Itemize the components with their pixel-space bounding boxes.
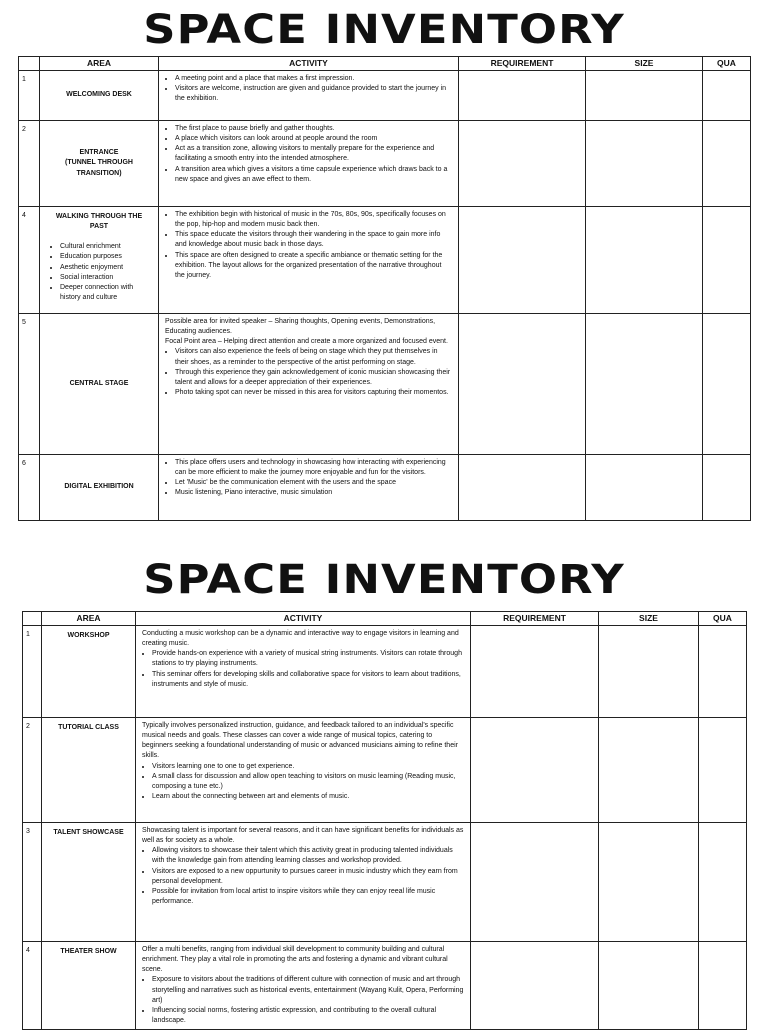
size-cell	[586, 207, 703, 314]
space-inventory-table	[18, 56, 751, 521]
activity-cell	[159, 121, 459, 207]
row-number: 4	[23, 942, 42, 1030]
activity-bullet: • The exhibition begin with historical of music in the 70s, 80s, 90s, specifically focuses on the pop, hip-hop and modern music back then.	[175, 210, 452, 230]
requirement-cell	[459, 207, 586, 314]
size-cell	[599, 942, 699, 1030]
area-name: CENTRAL STAGE	[40, 314, 159, 455]
page-title: SPACE INVENTORY	[143, 557, 625, 603]
header-quantity: QUA	[703, 57, 751, 71]
area-name: TALENT SHOWCASE	[42, 823, 136, 942]
header-requirement: REQUIREMENT	[471, 612, 599, 626]
table-row	[19, 71, 751, 121]
size-cell	[586, 455, 703, 521]
row-number: 3	[23, 823, 42, 942]
table-row	[19, 314, 751, 455]
area-list-item: • Deeper connection with history and culture	[60, 283, 152, 303]
quantity-cell	[703, 71, 751, 121]
activity-bullet: • Let 'Music' be the communication element with the users and the space	[175, 478, 452, 488]
table-row	[23, 626, 747, 718]
requirement-cell	[459, 314, 586, 455]
activity-bullet: • Visitors learning one to one to get experience.	[152, 762, 464, 772]
activity-bullet: • Visitors can also experience the feels of being on stage which they put themselves in their shoes, as a reminder to the perspective of the artist performing on stage.	[175, 347, 452, 367]
size-cell	[599, 718, 699, 823]
activity-bullet: • Exposure to visitors about the traditions of different culture with connection of music and art through storytelling and narratives such as historical events, entertainment (Wayang Kulit, Opera, Performing art)	[152, 975, 464, 1005]
area-name: TUTORIAL CLASS	[42, 718, 136, 823]
table-row	[19, 121, 751, 207]
activity-cell	[136, 626, 471, 718]
area-cell	[40, 207, 159, 314]
area-name: DIGITAL EXHIBITION	[40, 455, 159, 521]
requirement-cell	[459, 121, 586, 207]
area-name: THEATER SHOW	[42, 942, 136, 1030]
activity-cell	[136, 718, 471, 823]
requirement-cell	[459, 455, 586, 521]
activity-bullet: • Music listening, Piano interactive, music simulation	[175, 488, 452, 498]
area-name: WALKING THROUGH THE PAST	[55, 213, 143, 231]
header-size: SIZE	[586, 57, 703, 71]
activity-bullet: • A place which visitors can look around at people around the room	[175, 134, 452, 144]
quantity-cell	[703, 121, 751, 207]
page-title: SPACE INVENTORY	[143, 7, 625, 53]
requirement-cell	[471, 823, 599, 942]
activity-intro: Typically involves personalized instruction, guidance, and feedback tailored to an individual's specific musical needs and goals. These classes can cover a wide range of musical topics, catering to beginners seeking a foundational understanding of music or advanced musicians aiming to refine their skills.	[142, 722, 458, 760]
activity-bullet: • Through this experience they gain acknowledgement of iconic musician showcasing their talent and allows for a deeper appreciation of their experiences.	[175, 368, 452, 388]
activity-cell	[159, 71, 459, 121]
row-number: 5	[19, 314, 40, 455]
requirement-cell	[471, 718, 599, 823]
space-inventory-table	[22, 611, 747, 1030]
activity-cell	[159, 207, 459, 314]
activity-bullet: • Photo taking spot can never be missed in this area for visitors capturing their momentos.	[175, 388, 452, 398]
activity-bullet: • This place offers users and technology in showcasing how interacting with experiencing can be more efficient to make the journey more enjoyable and fun for the visitors.	[175, 458, 452, 478]
area-name: ENTRANCE (TUNNEL THROUGH TRANSITION)	[40, 121, 159, 207]
header-area: AREA	[42, 612, 136, 626]
activity-bullet: • Visitors are exposed to a new oppurtunity to pursues career in music industry which they earn from personal development.	[152, 867, 464, 887]
activity-intro: Showcasing talent is important for several reasons, and it can have significant benefits for individuals as well as for society as a whole.	[142, 827, 464, 845]
quantity-cell	[699, 626, 747, 718]
activity-bullet: • Allowing visitors to showcase their talent which this activity great in producing talented individuals with the knowledge gain from attending learning classes and workshop provided.	[152, 846, 464, 866]
row-number: 6	[19, 455, 40, 521]
activity-bullet: • Act as a transition zone, allowing visitors to mentally prepare for the experience and facilitating a smooth entry into the intended atmosphere.	[175, 144, 452, 164]
activity-bullet: • This space educate the visitors through their wandering in the space to gain more info and knowledge about music back in those days.	[175, 230, 452, 250]
activity-bullet: • The first place to pause briefly and gather thoughts.	[175, 124, 452, 134]
table-row	[23, 823, 747, 942]
activity-bullet: • A transition area which gives a visitors a time capsule experience which draws back to a new space and gives an awe effect to them.	[175, 165, 452, 185]
row-number: 4	[19, 207, 40, 314]
area-name: WELCOMING DESK	[40, 71, 159, 121]
header-number	[19, 57, 40, 71]
requirement-cell	[471, 942, 599, 1030]
area-list-item: • Social interaction	[60, 273, 152, 283]
quantity-cell	[703, 207, 751, 314]
row-number: 1	[19, 71, 40, 121]
header-area: AREA	[40, 57, 159, 71]
activity-cell	[136, 942, 471, 1030]
header-quantity: QUA	[699, 612, 747, 626]
table-row	[23, 718, 747, 823]
activity-bullet: • This seminar offers for developing skills and collaborative space for visitors to learn about traditions, instruments and style of music.	[152, 670, 464, 690]
header-number	[23, 612, 42, 626]
area-list-item: • Cultural enrichment	[60, 242, 152, 252]
size-cell	[599, 626, 699, 718]
area-list-item: • Education purposes	[60, 252, 152, 262]
activity-cell	[159, 314, 459, 455]
row-number: 2	[23, 718, 42, 823]
header-requirement: REQUIREMENT	[459, 57, 586, 71]
activity-bullet: • Possible for invitation from local artist to inspire visitors while they can enjoy reeal life music performance.	[152, 887, 464, 907]
size-cell	[586, 121, 703, 207]
header-size: SIZE	[599, 612, 699, 626]
activity-bullet: • A small class for discussion and allow open teaching to visitors on music learning (Reading music, composing a tune etc.)	[152, 772, 464, 792]
quantity-cell	[699, 942, 747, 1030]
activity-cell	[136, 823, 471, 942]
requirement-cell	[459, 71, 586, 121]
size-cell	[586, 71, 703, 121]
row-number: 1	[23, 626, 42, 718]
activity-intro: Possible area for invited speaker – Sharing thoughts, Opening events, Demonstrations, Educating audiences. Focal Point area – Helping direct attention and create a more organized and focused event.	[165, 318, 448, 346]
size-cell	[586, 314, 703, 455]
area-name: WORKSHOP	[42, 626, 136, 718]
table-row	[23, 942, 747, 1030]
activity-bullet: • Learn about the connecting between art and elements of music.	[152, 792, 464, 802]
quantity-cell	[703, 314, 751, 455]
activity-bullet: • Provide hands-on experience with a variety of musical string instruments. Visitors can rotate through stations to try playing instruments.	[152, 649, 464, 669]
header-activity: ACTIVITY	[136, 612, 471, 626]
area-list-item: • Aesthetic enjoyment	[60, 263, 152, 273]
activity-intro: Offer a multi benefits, ranging from individual skill development to community building and cultural enrichment. They play a vital role in promoting the arts and fostering a dynamic and vibrant cultural scene.	[142, 946, 448, 974]
activity-cell	[159, 455, 459, 521]
table-row	[19, 207, 751, 314]
activity-bullet: • Influencing social norms, fostering artistic expression, and contributing to the overall cultural landscape.	[152, 1006, 464, 1026]
quantity-cell	[703, 455, 751, 521]
requirement-cell	[471, 626, 599, 718]
table-row	[19, 455, 751, 521]
size-cell	[599, 823, 699, 942]
header-activity: ACTIVITY	[159, 57, 459, 71]
activity-bullet: • A meeting point and a place that makes a first impression.	[175, 74, 452, 84]
activity-intro: Conducting a music workshop can be a dynamic and interactive way to engage visitors in learning and creating music.	[142, 630, 459, 648]
quantity-cell	[699, 823, 747, 942]
activity-bullet: • Visitors are welcome, instruction are given and guidance provided to start the journey in the exhibition.	[175, 84, 452, 104]
row-number: 2	[19, 121, 40, 207]
quantity-cell	[699, 718, 747, 823]
activity-bullet: • This space are often designed to create a specific ambiance or thematic setting for the exhibition. The layout allows for the organized presentation of the narrative throughout the journey.	[175, 251, 452, 281]
